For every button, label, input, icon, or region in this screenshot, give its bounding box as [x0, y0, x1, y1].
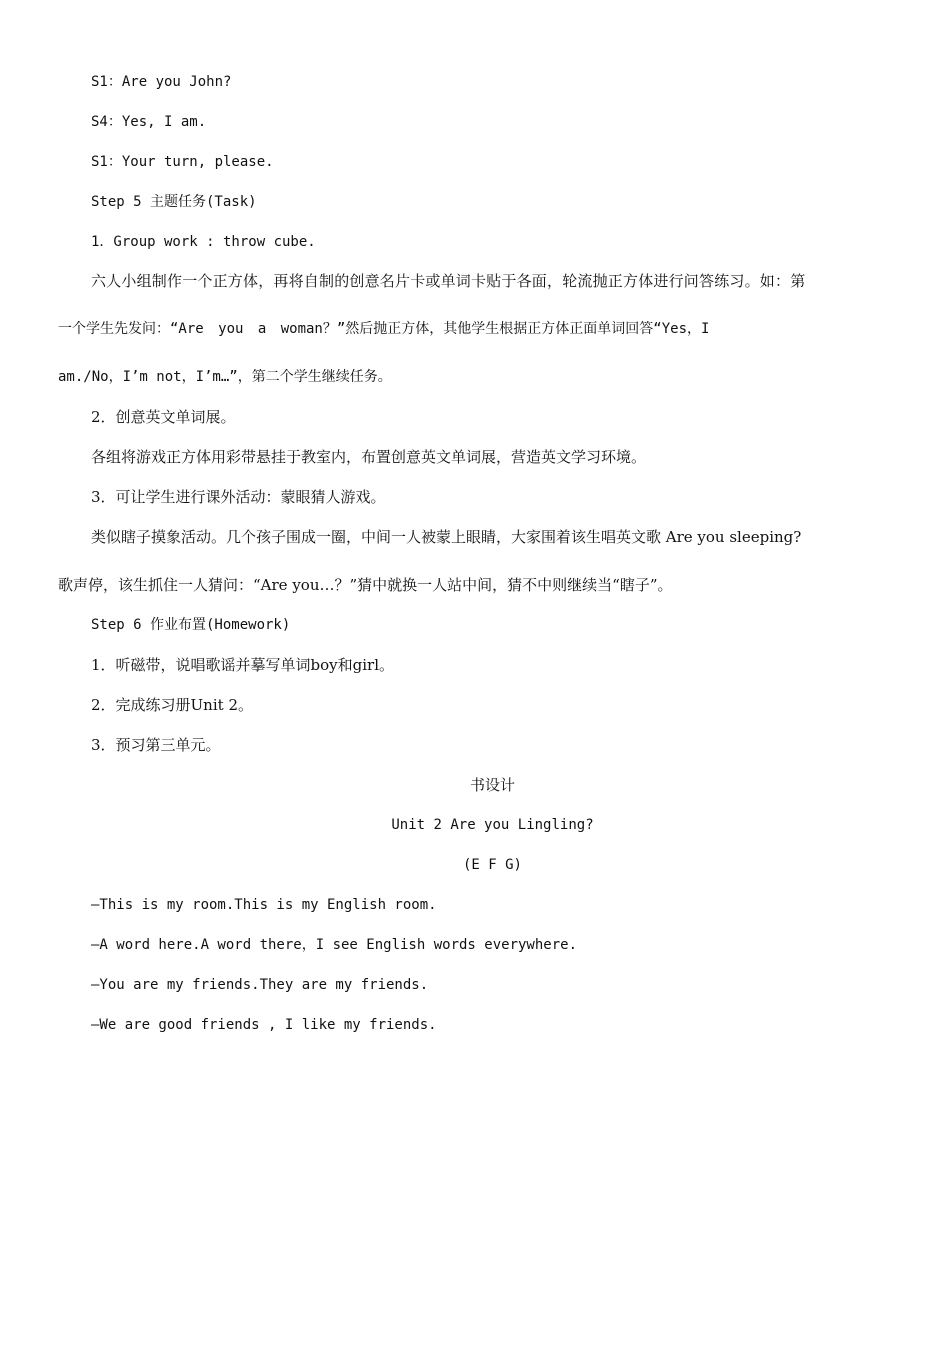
board-letters: (E F G) [462, 857, 522, 873]
step5-heading: Step 5 主题任务(Task) [91, 194, 257, 210]
step6-heading: Step 6 作业布置(Homework) [91, 617, 291, 633]
task1-paragraph-line1: 六人小组制作一个正方体，再将自制的创意名片卡或单词卡贴于各面，轮流抛正方体进行问答练习。如：第 [91, 272, 806, 290]
homework-item-2: 2．完成练习册Unit 2。 [91, 696, 253, 714]
task2-item: 2．创意英文单词展。 [91, 408, 236, 426]
dialogue-line-s1-turn: S1：Your turn, please. [91, 154, 274, 170]
task3-paragraph-line2: 歌声停，该生抓住一人猜问：“Are you…？”猜中就换一人站中间，猜不中则继续当“瞎子”。 [58, 576, 673, 594]
board-unit-title: Unit 2 Are you Lingling? [391, 817, 594, 833]
task2-paragraph: 各组将游戏正方体用彩带悬挂于教室内，布置创意英文单词展，营造英文学习环境。 [91, 448, 647, 466]
chant-line-4: —We are good friends , I like my friends. [91, 1017, 437, 1033]
task3-paragraph-line1: 类似瞎子摸象活动。几个孩子围成一圈，中间一人被蒙上眼睛，大家围着该生唱英文歌 Are you sleeping? [91, 528, 802, 546]
task1-item: 1．Group work : throw cube. [91, 234, 316, 250]
task3-item: 3．可让学生进行课外活动：蒙眼猜人游戏。 [91, 488, 386, 506]
board-design-title: 书设计 [469, 776, 515, 794]
task1-paragraph-line3: am./No，I’m not，I’m…”，第二个学生继续任务。 [58, 369, 392, 385]
dialogue-line-s4-answer: S4：Yes, I am. [91, 114, 207, 130]
task1-paragraph-line2: 一个学生先发问：“Are you a woman？”然后抛正方体，其他学生根据正方体正面单词回答“Yes，I [58, 321, 710, 337]
chant-line-2: —A word here.A word there，I see English words everywhere. [91, 937, 578, 953]
chant-line-1: —This is my room.This is my English room. [91, 897, 437, 913]
chant-line-3: —You are my friends.They are my friends. [91, 977, 429, 993]
homework-item-1: 1．听磁带，说唱歌谣并摹写单词boy和girl。 [91, 656, 395, 674]
homework-item-3: 3．预习第三单元。 [91, 736, 221, 754]
dialogue-line-s1-question: S1：Are you John? [91, 74, 232, 90]
